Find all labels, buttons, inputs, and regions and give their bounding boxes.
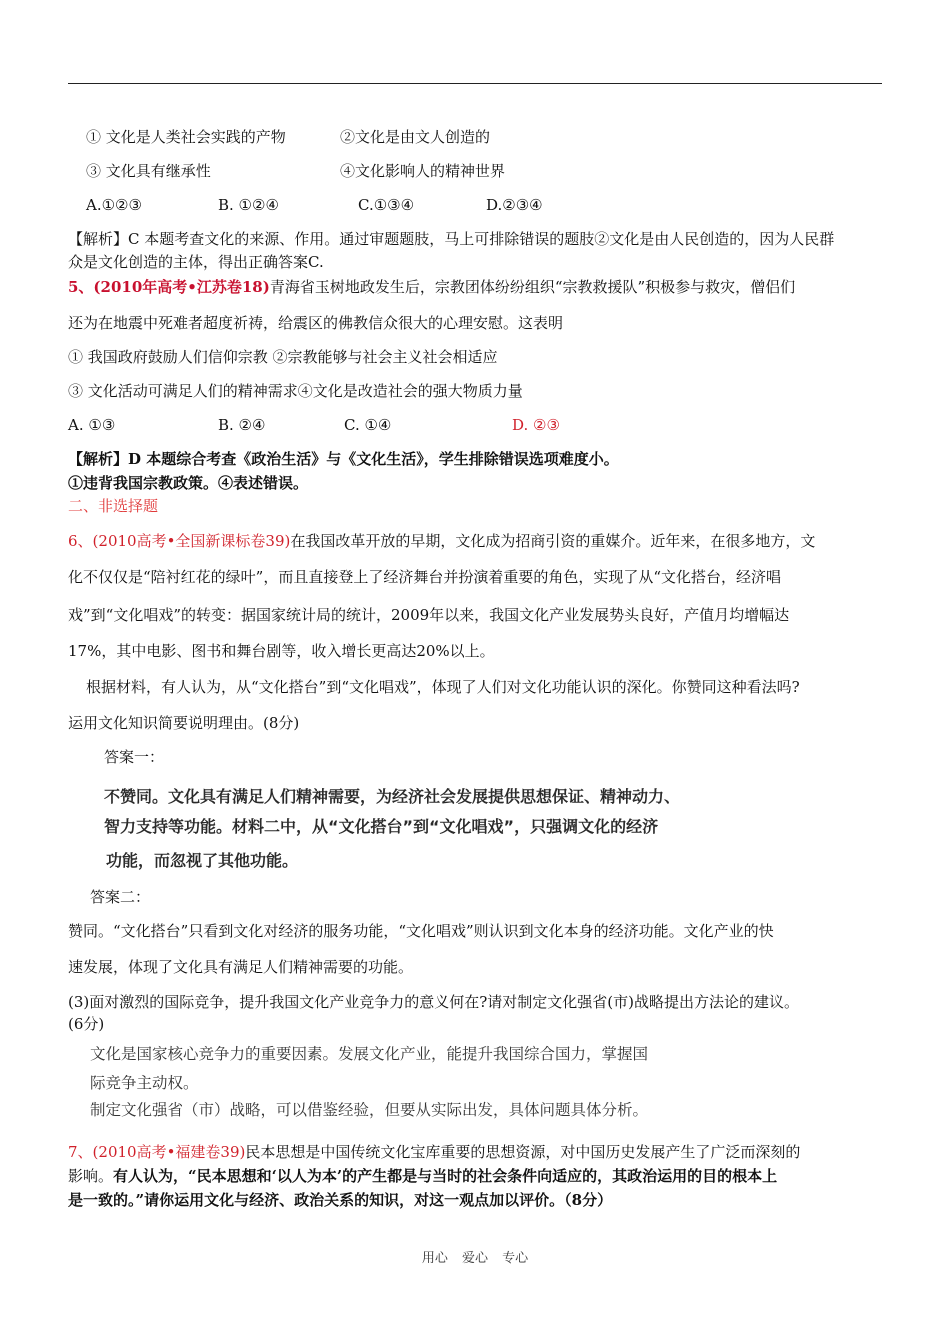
q4-analysis-line-1: 【解析】C 本题考查文化的来源、作用。通过审题题肢，马上可排除错误的题肢②文化是由人民创造的，因为人民群: [68, 230, 835, 248]
q6-source: 6、(2010高考•全国新课标卷39): [68, 532, 291, 550]
q7-source: 7、(2010高考•福建卷39): [68, 1143, 246, 1161]
answer-one-line-1: 不赞同。文化具有满足人们精神需要，为经济社会发展提供思想保证、精神动力、: [104, 787, 681, 806]
q4-option-1: ① 文化是人类社会实践的产物: [86, 128, 286, 146]
header-rule: [68, 83, 882, 84]
answer-one-line-2: 智力支持等功能。材料二中，从“文化搭台”到“文化唱戏”，只强调文化的经济: [104, 817, 659, 836]
q5-choice-b: B. ②④: [218, 416, 266, 434]
q7-line-2: [68, 1165, 777, 1187]
q7-line-1: [68, 1141, 800, 1163]
sub3-answer-line-3: 制定文化强省（市）战略，可以借鉴经验，但要从实际出发，具体问题具体分析。: [90, 1101, 649, 1119]
q7-line-3: 是一致的。”请你运用文化与经济、政治关系的知识，对这一观点加以评价。（8分）: [68, 1191, 613, 1209]
q7-line-1-text: 民本思想是中国传统文化宝库重要的思想资源，对中国历史发展产生了广泛而深刻的: [245, 1143, 801, 1161]
q4-option-3: ③ 文化具有继承性: [86, 162, 211, 180]
q6-sub3-line-2: (6分): [68, 1015, 105, 1033]
q4-option-2: ②文化是由文人创造的: [340, 128, 491, 146]
q6-line-1-text: 在我国改革开放的早期，文化成为招商引资的重媒介。近年来，在很多地方，文: [290, 532, 816, 550]
q4-choice-d: D.②③④: [486, 196, 543, 214]
q5-choice-c: C. ①④: [344, 416, 392, 434]
q6-line-4: 17%，其中电影、图书和舞台剧等，收入增长更高达20%以上。: [68, 642, 495, 660]
q5-analysis-line-2: ①违背我国宗教政策。④表述错误。: [68, 474, 309, 492]
page-footer: 用心 爱心 专心: [421, 1251, 529, 1266]
q4-choice-b: B. ①②④: [218, 196, 279, 214]
q5-choice-d-answer: D. ②③: [512, 416, 560, 434]
q4-analysis-line-2: 众是文化创造的主体，得出正确答案C.: [68, 253, 324, 271]
q7-line-2-plain: 影响。: [68, 1167, 114, 1185]
q5-choice-a: A. ①③: [68, 416, 116, 434]
q6-sub3-line-1: (3)面对激烈的国际竞争，提升我国文化产业竞争力的意义何在?请对制定文化强省(市)战略提出方法论的建议。: [68, 993, 799, 1011]
sub3-answer-line-1: 文化是国家核心竞争力的重要因素。发展文化产业，能提升我国综合国力，掌握国: [90, 1045, 649, 1063]
q4-choice-a: A.①②③: [86, 196, 142, 214]
q5-stem-line-1: [68, 276, 795, 298]
sub3-answer-line-2: 际竞争主动权。: [90, 1074, 199, 1092]
q6-question-line-1: 根据材料，有人认为，从“文化搭台”到“文化唱戏”，体现了人们对文化功能认识的深化。你赞同这种看法吗?: [86, 678, 800, 696]
answer-two-line-2: 速发展，体现了文化具有满足人们精神需要的功能。: [68, 958, 414, 976]
q6-line-2: 化不仅仅是“陪衬红花的绿叶”，而且直接登上了经济舞台并扮演着重要的角色，实现了从“文化搭台，经济唱: [68, 568, 782, 586]
q5-stem-line-2: 还为在地震中死难者超度祈祷，给震区的佛教信众很大的心理安慰。这表明: [68, 314, 564, 332]
q4-option-4: ④文化影响人的精神世界: [340, 162, 506, 180]
q5-source: 5、(2010年高考•江苏卷18): [68, 278, 270, 296]
q4-choice-c: C.①③④: [358, 196, 415, 214]
q5-analysis-line-1: 【解析】D 本题综合考查《政治生活》与《文化生活》，学生排除错误选项难度小。: [68, 450, 619, 468]
answer-one-label: 答案一：: [104, 748, 165, 766]
q6-line-3: 戏”到“文化唱戏”的转变：据国家统计局的统计，2009年以来，我国文化产业发展势头良好，产值月均增幅达: [68, 606, 790, 624]
answer-two-line-1: 赞同。“文化搭台”只看到文化对经济的服务功能，“文化唱戏”则认识到文化本身的经济功能。文化产业的快: [68, 922, 774, 940]
q5-options-1-2: ① 我国政府鼓励人们信仰宗教 ②宗教能够与社会主义社会相适应: [68, 348, 498, 366]
q5-options-3-4: ③ 文化活动可满足人们的精神需求④文化是改造社会的强大物质力量: [68, 382, 523, 400]
answer-one-line-3: 功能，而忽视了其他功能。: [106, 851, 299, 870]
section-heading: 二、非选择题: [68, 497, 159, 515]
q6-line-1: [68, 530, 815, 552]
answer-two-label: 答案二：: [90, 888, 151, 906]
q6-question-line-2: 运用文化知识简要说明理由。(8分): [68, 714, 300, 732]
q7-line-2-bold: 有人认为，“民本思想和‘以人为本’的产生都是与当时的社会条件向适应的，其政治运用的目的根本上: [113, 1167, 778, 1185]
q5-stem-text: 青海省玉树地政发生后，宗教团体纷纷组织“宗教救援队”积极参与救灾，僧侣们: [269, 278, 796, 296]
